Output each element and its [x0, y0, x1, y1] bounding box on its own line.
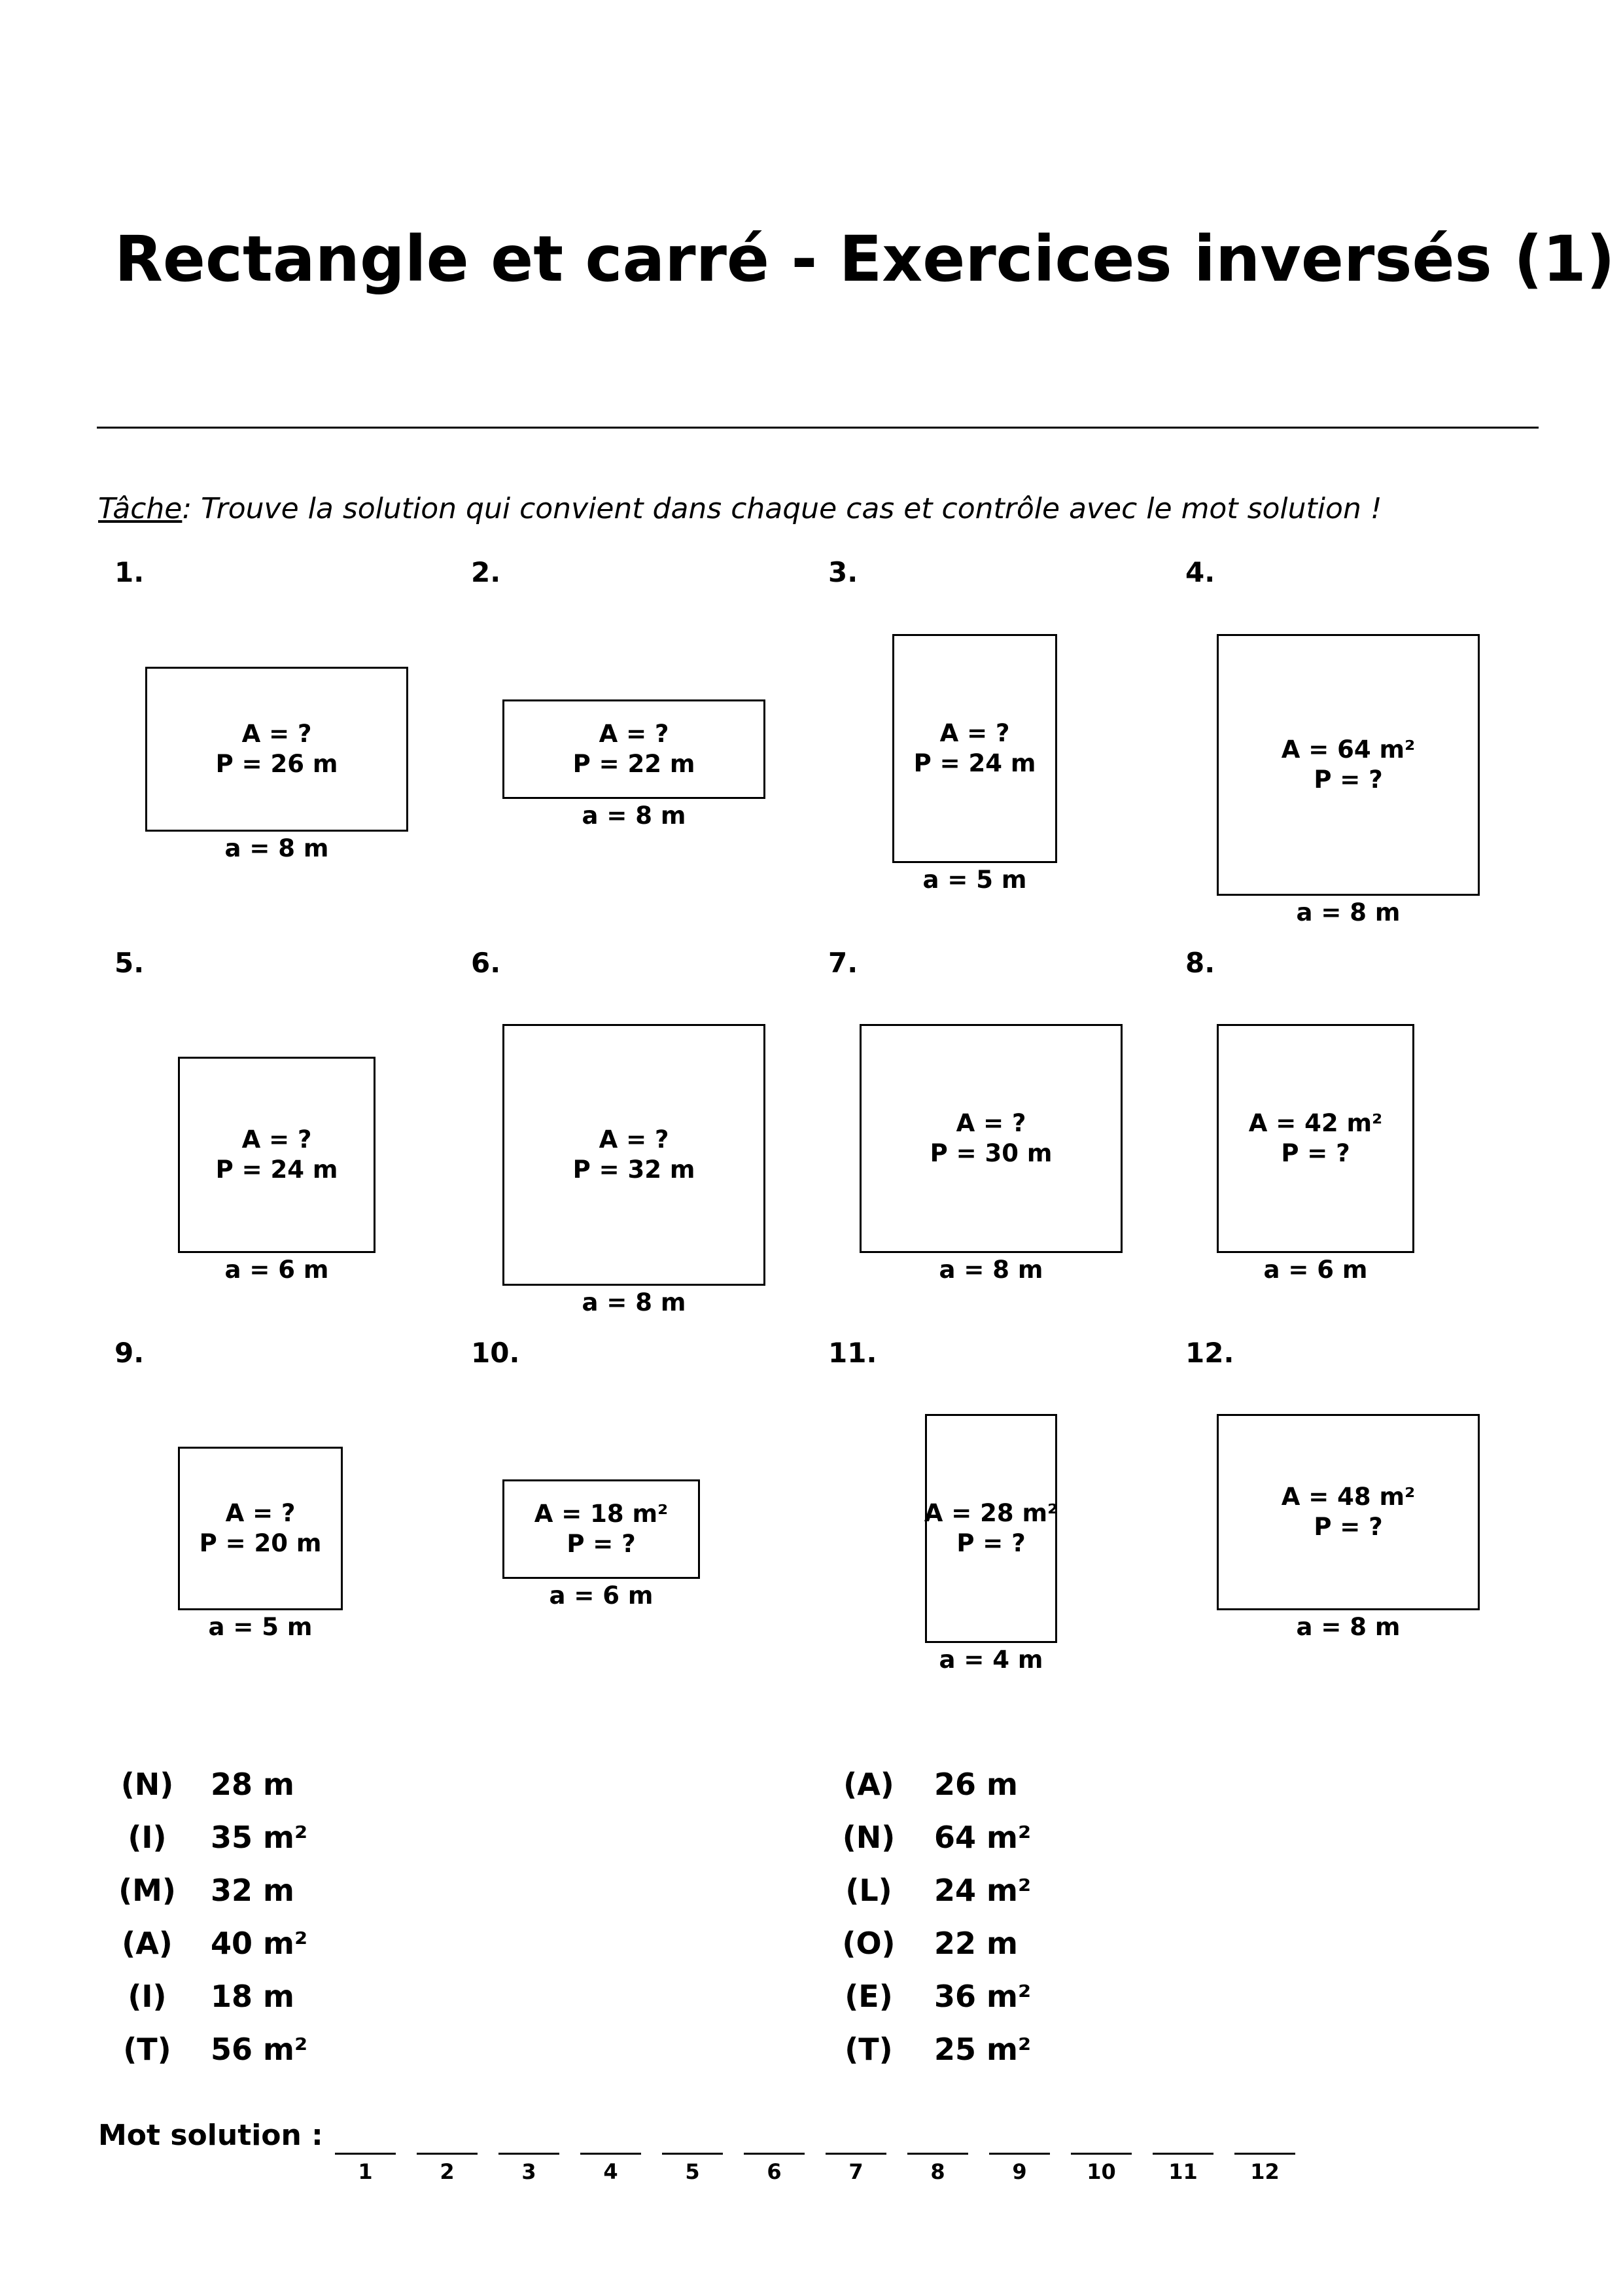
shape-line-area: A = ? [956, 1108, 1026, 1137]
solution-blank[interactable] [335, 2153, 396, 2155]
exercise-shape [892, 634, 1057, 863]
task-label: Tâche [98, 492, 183, 525]
side-label: a = 6 m [224, 1256, 329, 1284]
solution-slot-number: 12 [1250, 2159, 1280, 2184]
solution-blank[interactable] [498, 2153, 559, 2155]
shape-line-area: A = ? [599, 1125, 669, 1154]
shape-line-area: A = 28 m² [924, 1498, 1058, 1527]
shape-line-perimeter: P = ? [1314, 766, 1383, 794]
answer-letter: (M) [118, 1873, 176, 1908]
solution-blank[interactable] [1153, 2153, 1213, 2155]
shape-line-area: A = ? [599, 719, 669, 748]
exercise-shape [145, 667, 408, 832]
solution-slot-number: 9 [1012, 2159, 1027, 2184]
side-label: a = 8 m [939, 1256, 1043, 1284]
side-label: a = 6 m [1263, 1256, 1368, 1284]
answer-letter: (O) [842, 1926, 896, 1961]
solution-blank[interactable] [744, 2153, 805, 2155]
shape-line-area: A = 18 m² [534, 1499, 669, 1528]
page-title: Rectangle et carré - Exercices inversés (1) [114, 222, 1615, 296]
side-label: a = 8 m [224, 834, 329, 862]
answer-value: 40 m² [211, 1926, 308, 1961]
solution-slot-number: 1 [358, 2159, 373, 2184]
answer-letter: (I) [128, 1979, 167, 2014]
side-label: a = 5 m [208, 1613, 313, 1641]
solution-slot-number: 11 [1168, 2159, 1198, 2184]
exercise-number: 2. [471, 556, 501, 588]
shape-line-perimeter: P = 22 m [572, 750, 695, 778]
shape-line-perimeter: P = ? [1281, 1139, 1350, 1167]
exercise-shape [502, 1024, 765, 1286]
exercise-shape [178, 1057, 375, 1253]
solution-slot-number: 5 [685, 2159, 700, 2184]
answer-value: 35 m² [211, 1820, 308, 1855]
side-label: a = 8 m [1296, 1613, 1401, 1641]
answer-value: 18 m [211, 1979, 294, 2014]
shape-line-perimeter: P = 20 m [199, 1529, 322, 1557]
answer-value: 22 m [934, 1926, 1018, 1961]
exercise-number: 3. [828, 556, 858, 588]
exercise-number: 8. [1185, 947, 1215, 979]
exercise-shape [1217, 1024, 1414, 1253]
side-label: a = 5 m [922, 866, 1027, 894]
shape-line-area: A = 48 m² [1281, 1482, 1416, 1511]
shape-line-perimeter: P = ? [567, 1530, 636, 1558]
answer-value: 26 m [934, 1767, 1018, 1802]
shape-line-area: A = 42 m² [1248, 1108, 1383, 1137]
title-divider [97, 427, 1539, 429]
solution-blank[interactable] [907, 2153, 968, 2155]
answer-letter: (A) [122, 1926, 173, 1961]
solution-blank[interactable] [662, 2153, 723, 2155]
solution-slot-number: 6 [767, 2159, 782, 2184]
shape-line-area: A = 64 m² [1281, 735, 1416, 764]
solution-slot-number: 2 [440, 2159, 455, 2184]
shape-line-perimeter: P = 24 m [913, 749, 1036, 777]
shape-line-perimeter: P = 24 m [215, 1156, 338, 1184]
side-label: a = 8 m [582, 1288, 686, 1316]
exercise-shape [1217, 634, 1480, 896]
shape-line-area: A = ? [241, 719, 312, 748]
answer-letter: (L) [845, 1873, 892, 1908]
solution-blank[interactable] [1071, 2153, 1132, 2155]
answer-letter: (I) [128, 1820, 167, 1855]
answer-letter: (A) [843, 1767, 894, 1802]
exercise-number: 9. [114, 1337, 145, 1369]
solution-blank[interactable] [826, 2153, 886, 2155]
shape-line-area: A = ? [225, 1498, 296, 1527]
exercise-number: 1. [114, 556, 145, 588]
solution-blank[interactable] [580, 2153, 641, 2155]
solution-blank[interactable] [1234, 2153, 1295, 2155]
solution-blank[interactable] [989, 2153, 1050, 2155]
solution-slot-number: 8 [930, 2159, 945, 2184]
answer-value: 64 m² [934, 1820, 1032, 1855]
solution-label: Mot solution : [98, 2119, 323, 2152]
solution-slot-number: 3 [521, 2159, 536, 2184]
answer-value: 36 m² [934, 1979, 1032, 2014]
answer-letter: (T) [845, 2032, 893, 2067]
exercise-number: 4. [1185, 556, 1215, 588]
answer-letter: (T) [123, 2032, 171, 2067]
exercise-shape [925, 1414, 1057, 1643]
answer-value: 56 m² [211, 2032, 308, 2067]
answer-letter: (E) [845, 1979, 893, 2014]
exercise-number: 12. [1185, 1337, 1234, 1369]
shape-line-perimeter: P = 26 m [215, 750, 338, 778]
answer-value: 24 m² [934, 1873, 1032, 1908]
solution-blank[interactable] [417, 2153, 478, 2155]
solution-slot-number: 4 [603, 2159, 618, 2184]
exercise-shape [178, 1447, 343, 1610]
side-label: a = 6 m [549, 1581, 654, 1610]
exercise-shape [1217, 1414, 1480, 1610]
shape-line-area: A = ? [939, 718, 1010, 747]
exercise-number: 7. [828, 947, 858, 979]
answer-value: 28 m [211, 1767, 294, 1802]
exercise-number: 10. [471, 1337, 520, 1369]
shape-line-area: A = ? [241, 1125, 312, 1154]
answer-letter: (N) [120, 1767, 174, 1802]
answer-value: 25 m² [934, 2032, 1032, 2067]
side-label: a = 8 m [582, 802, 686, 830]
exercise-shape [502, 1479, 700, 1579]
side-label: a = 8 m [1296, 898, 1401, 927]
exercise-number: 11. [828, 1337, 877, 1369]
exercise-shape [502, 699, 765, 799]
side-label: a = 4 m [939, 1646, 1043, 1674]
exercise-shape [860, 1024, 1123, 1253]
exercise-number: 5. [114, 947, 145, 979]
shape-line-perimeter: P = ? [956, 1529, 1026, 1557]
answer-letter: (N) [842, 1820, 896, 1855]
solution-slot-number: 7 [848, 2159, 864, 2184]
shape-line-perimeter: P = 30 m [930, 1139, 1053, 1167]
task-text: : Trouve la solution qui convient dans chaque cas et contrôle avec le mot solution ! [182, 492, 1382, 525]
answer-value: 32 m [211, 1873, 294, 1908]
solution-slot-number: 10 [1087, 2159, 1116, 2184]
shape-line-perimeter: P = 32 m [572, 1156, 695, 1184]
exercise-number: 6. [471, 947, 501, 979]
task-instruction [98, 492, 1382, 525]
shape-line-perimeter: P = ? [1314, 1513, 1383, 1541]
